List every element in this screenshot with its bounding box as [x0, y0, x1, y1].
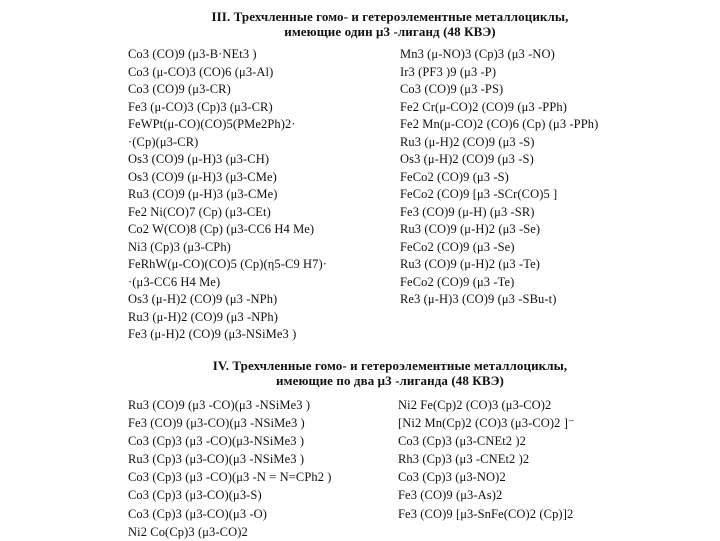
formula-entry: FeCo2 (CO)9 (μ3 -S) [400, 169, 509, 184]
section-3-heading-line-2: имеющие один μ3 -лиганд (48 КВЭ) [284, 24, 496, 39]
section-4-heading-line-2: имеющие по два μ3 -лиганда (48 КВЭ) [276, 373, 504, 388]
formula-entry: ·(μ3-CC6 H4 Me) [128, 274, 221, 289]
formula-entry: Os3 (CO)9 (μ-H)3 (μ3-CMe) [128, 169, 277, 184]
formula-entry: FeCo2 (CO)9 (μ3 -Se) [400, 239, 515, 254]
formula-entry: Co3 (CO)9 (μ3-B·NEt3 ) [128, 47, 257, 61]
formula-entry: Co3 (Cp)3 (μ3 -CO)(μ3 -N = N=CPh2 ) [128, 470, 332, 485]
formula-entry: Co3 (μ-CO)3 (CO)6 (μ3-Al) [128, 64, 274, 79]
formula-entry: Re3 (μ-H)3 (CO)9 (μ3 -SBu-t) [400, 292, 557, 306]
formula-entry: Co2 W(CO)8 (Cp) (μ3-CC6 H4 Me) [128, 222, 315, 236]
formula-entry: Ru3 (CO)9 (μ-H)2 (μ3 -Te) [400, 257, 540, 271]
formula-entry: FeCo2 (CO)9 [μ3 -SCr(CO)5 ] [400, 187, 558, 201]
formula-entry: Fe3 (CO)9 (μ3-As)2 [398, 488, 503, 503]
formula-entry: FeWPt(μ-CO)(CO)5(PMe2Ph)2· [128, 117, 296, 131]
section-3-right-column [400, 46, 598, 309]
formula-entry: Ru3 (CO)9 (μ3 -CO)(μ3 -NSiMe3 ) [128, 398, 311, 412]
section-4-left-column [128, 396, 332, 541]
section-4-heading-line-1: IV. Трехчленные гомо- и гетероэлементные металлоциклы, [212, 358, 568, 373]
formula-entry: Co3 (Cp)3 (μ3-NO)2 [398, 470, 506, 485]
formula-entry: Fe2 Mn(μ-CO)2 (CO)6 (Cp) (μ3 -PPh) [400, 117, 599, 131]
section-4-heading [180, 358, 600, 388]
formula-entry: Ru3 (CO)9 (μ-H)3 (μ3-CMe) [128, 187, 278, 201]
formula-entry: FeCo2 (CO)9 (μ3 -Te) [400, 274, 515, 289]
formula-entry: Ru3 (CO)9 (μ-H)2 (μ3 -Se) [400, 222, 541, 236]
formula-entry: Co3 (Cp)3 (μ3-CNEt2 )2 [398, 434, 526, 449]
section-3-heading-line-1: III. Трехчленные гомо- и гетероэлементные металлоциклы, [211, 9, 569, 24]
formula-entry: Co3 (Cp)3 (μ3-CO)(μ3 -O) [128, 506, 268, 521]
formula-entry: FeRhW(μ-CO)(CO)5 (Cp)(η5-C9 H7)· [128, 257, 328, 271]
formula-entry: Co3 (CO)9 (μ3-CR) [128, 82, 231, 96]
section-3-heading [180, 9, 600, 39]
formula-entry: Os3 (CO)9 (μ-H)3 (μ3-CH) [128, 152, 270, 166]
formula-entry: Co3 (Cp)3 (μ3-CO)(μ3-S) [128, 488, 262, 503]
formula-entry: Ni2 Co(Cp)3 (μ3-CO)2 [128, 524, 248, 539]
formula-entry: Co3 (CO)9 (μ3 -PS) [400, 82, 504, 96]
section-4-right-column [398, 396, 575, 523]
formula-entry: Ru3 (Cp)3 (μ3-CO)(μ3 -NSiMe3 ) [128, 452, 305, 467]
formula-entry: Fe3 (μ-H)2 (CO)9 (μ3-NSiMe3 ) [128, 327, 297, 341]
formula-entry: Ru3 (μ-H)2 (CO)9 (μ3 -NPh) [128, 309, 279, 324]
formula-entry: Ni2 Fe(Cp)2 (CO)3 (μ3-CO)2 [398, 398, 552, 412]
formula-entry: Os3 (μ-H)2 (CO)9 (μ3 -S) [400, 152, 534, 166]
formula-entry: Fe3 (CO)9 (μ3-CO)(μ3 -NSiMe3 ) [128, 416, 305, 431]
formula-entry: Fe2 Cr(μ-CO)2 (CO)9 (μ3 -PPh) [400, 99, 567, 114]
formula-entry: Fe3 (CO)9 [μ3-SnFe(CO)2 (Cp)]2 [398, 506, 574, 521]
formula-entry: Fe3 (CO)9 (μ-H) (μ3 -SR) [400, 204, 535, 219]
formula-entry: Co3 (Cp)3 (μ3 -CO)(μ3-NSiMe3 ) [128, 434, 305, 449]
formula-entry: ·(Cp)(μ3-CR) [128, 134, 199, 149]
formula-entry: Ir3 (PF3 )9 (μ3 -P) [400, 64, 497, 79]
formula-entry: Fe3 (μ-CO)3 (Cp)3 (μ3-CR) [128, 99, 273, 114]
formula-entry: Mn3 (μ-NO)3 (Cp)3 (μ3 -NO) [400, 47, 555, 61]
formula-entry: Ni3 (Cp)3 (μ3-CPh) [128, 239, 231, 254]
formula-entry: Rh3 (Cp)3 (μ3 -CNEt2 )2 [398, 452, 530, 467]
formula-entry: Ru3 (μ-H)2 (CO)9 (μ3 -S) [400, 134, 535, 149]
formula-entry: [Ni2 Mn(Cp)2 (CO)3 (μ3-CO)2 ]⁻ [398, 416, 575, 431]
section-3-left-column [128, 46, 327, 344]
formula-entry: Fe2 Ni(CO)7 (Cp) (μ3-CEt) [128, 204, 271, 219]
formula-entry: Os3 (μ-H)2 (CO)9 (μ3 -NPh) [128, 292, 278, 306]
